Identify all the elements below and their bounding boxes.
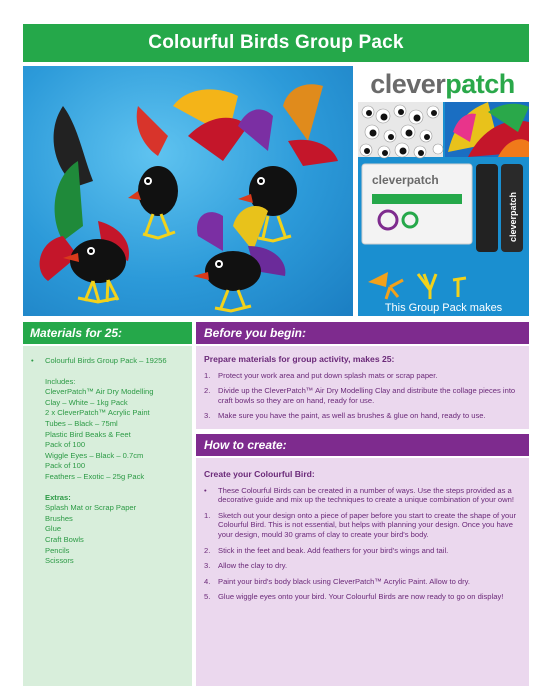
extras-item: Scissors bbox=[45, 556, 74, 566]
step-number: 2. bbox=[204, 545, 211, 555]
howto-intro bbox=[204, 486, 519, 505]
step-text: Make sure you have the paint, as well as brushes & glue on hand, ready to use. bbox=[218, 411, 486, 421]
beaks-feet-image bbox=[368, 272, 466, 299]
bullet-marker: • bbox=[204, 485, 207, 495]
materials-panel bbox=[23, 346, 192, 686]
includes-item: CleverPatch™ Air Dry Modelling bbox=[45, 387, 154, 397]
extras-item: Glue bbox=[45, 524, 62, 534]
step-text: Sketch out your design onto a piece of paper before you start to create the shape of your Colourful Bird. This is not essential, but helps with planning your design. Once you have your design, mould 30 grams of clay to create your bird's body. bbox=[218, 510, 517, 539]
before-step bbox=[204, 411, 519, 421]
extras-item: Brushes bbox=[45, 513, 73, 523]
extras-item: Craft Bowls bbox=[45, 534, 84, 544]
includes-item: 2 x CleverPatch™ Acrylic Paint bbox=[45, 408, 150, 418]
before-panel bbox=[196, 346, 529, 429]
before-lead: Prepare materials for group activity, makes 25: bbox=[204, 354, 395, 364]
pack-contents-illustration bbox=[358, 102, 529, 316]
bird-top-middle bbox=[128, 89, 248, 238]
before-step bbox=[204, 371, 519, 381]
step-number: 3. bbox=[204, 411, 211, 421]
paint-tube-logo-text: cleverpatch bbox=[508, 191, 518, 242]
step-text: Allow the clay to dry. bbox=[218, 561, 288, 571]
step-text: Protect your work area and put down splash mats or scrap paper. bbox=[218, 370, 438, 380]
materials-heading: Materials for 25: bbox=[23, 322, 192, 344]
includes-item: Tubes – Black – 75ml bbox=[45, 418, 118, 428]
step-text: Glue wiggle eyes onto your bird. Your Colourful Birds are now ready to go on display! bbox=[218, 592, 504, 602]
extras-item: Splash Mat or Scrap Paper bbox=[45, 503, 137, 513]
materials-pack-item bbox=[31, 356, 186, 367]
before-heading: Before you begin: bbox=[196, 322, 529, 344]
step-number: 4. bbox=[204, 576, 211, 586]
step-number: 2. bbox=[204, 386, 211, 396]
logo-part-clever: clever bbox=[370, 69, 446, 99]
birds-illustration bbox=[23, 66, 353, 316]
step-text: Stick in the feet and beak. Add feathers for your bird's wings and tail. bbox=[218, 545, 449, 555]
step-number: 3. bbox=[204, 561, 211, 571]
step-number: 1. bbox=[204, 510, 211, 520]
clay-pack-logo-text: cleverpatch bbox=[372, 173, 439, 187]
howto-heading: How to create: bbox=[196, 434, 529, 456]
includes-item: Plastic Bird Beaks & Feet bbox=[45, 429, 131, 439]
bird-left bbox=[40, 106, 129, 302]
includes-label: Includes: bbox=[45, 376, 76, 386]
extras-item: Pencils bbox=[45, 545, 70, 555]
step-text: Divide up the CleverPatch™ Air Dry Modelling Clay and distribute the collage pieces into craft bowls so they are on hand, ready for use. bbox=[218, 386, 516, 405]
page-title: Colourful Birds Group Pack bbox=[148, 32, 404, 53]
group-pack-photo bbox=[358, 102, 529, 316]
includes-item: Wiggle Eyes – Black – 0.7cm bbox=[45, 450, 144, 460]
includes-item: Pack of 100 bbox=[45, 461, 86, 471]
howto-step bbox=[204, 577, 519, 587]
howto-step bbox=[204, 511, 519, 540]
howto-panel bbox=[196, 458, 529, 686]
step-number: 5. bbox=[204, 592, 211, 602]
includes-item: Clay – White – 1kg Pack bbox=[45, 397, 128, 407]
hero-photo-birds bbox=[23, 66, 353, 316]
pack-makes-text: This Group Pack makes bbox=[384, 302, 503, 314]
step-number: 1. bbox=[204, 370, 211, 380]
intro-text: These Colourful Birds can be created in a number of ways. Use the steps provided as a decorative guide and mix up the techniques to create a unique combination of your own! bbox=[218, 485, 514, 505]
paint-tube-1-image bbox=[476, 164, 498, 252]
title-bar bbox=[23, 24, 529, 62]
pack-item-text: Colourful Birds Group Pack – 19256 bbox=[45, 356, 167, 365]
cleverpatch-logo bbox=[356, 68, 529, 100]
howto-step bbox=[204, 546, 519, 556]
includes-item: Pack of 100 bbox=[45, 440, 86, 450]
before-step bbox=[204, 386, 519, 405]
bird-bottom-middle bbox=[193, 206, 285, 311]
howto-lead: Create your Colourful Bird: bbox=[204, 469, 315, 479]
howto-step bbox=[204, 592, 519, 602]
includes-item: Feathers – Exotic – 25g Pack bbox=[45, 471, 145, 481]
howto-step bbox=[204, 561, 519, 571]
logo-part-patch: patch bbox=[445, 69, 515, 99]
brand-panel bbox=[356, 66, 529, 316]
step-text: Paint your bird's body black using CleverPatch™ Acrylic Paint. Allow to dry. bbox=[218, 576, 471, 586]
bullet-marker: • bbox=[31, 356, 34, 365]
extras-label: Extras: bbox=[45, 492, 71, 502]
